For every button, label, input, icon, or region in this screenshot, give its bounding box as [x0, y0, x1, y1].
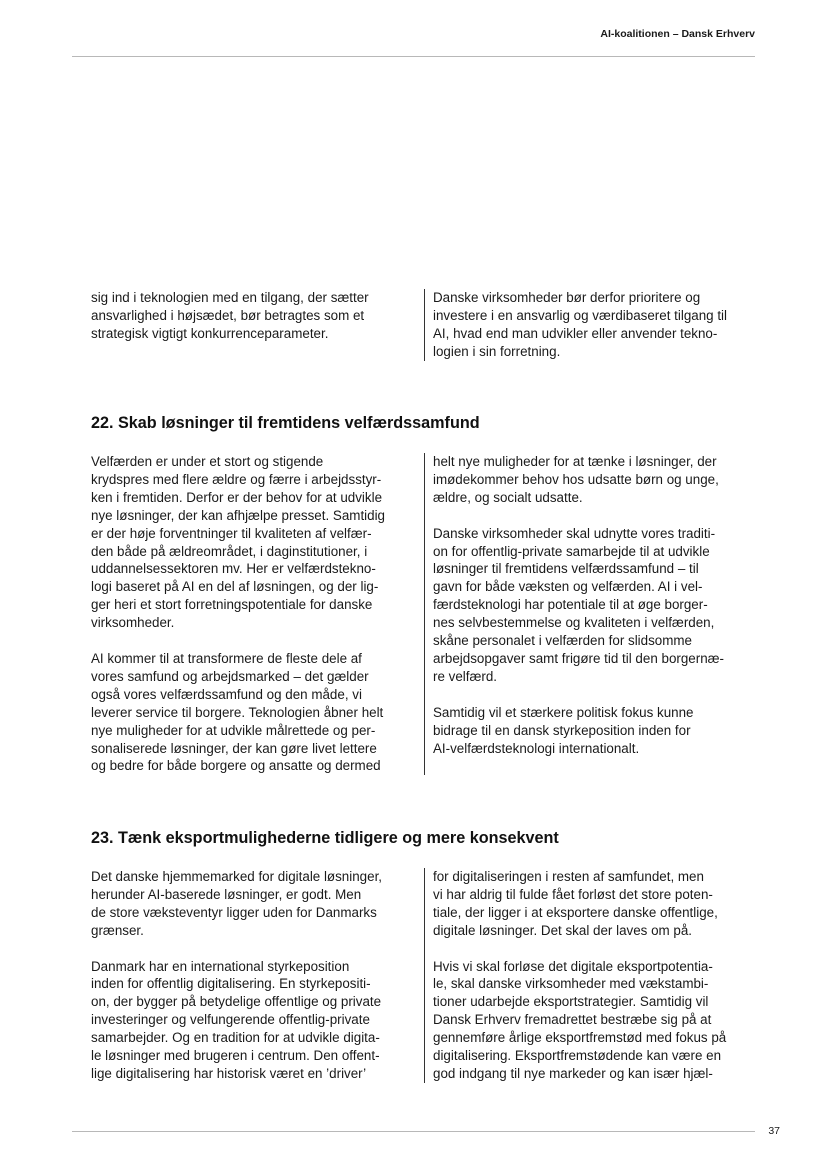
page-number: 37	[768, 1125, 780, 1137]
section-22-columns	[91, 453, 758, 775]
section-23-heading: 23. Tænk eksportmulighederne tidligere og mere konsekvent	[91, 829, 559, 847]
section-23-columns	[91, 868, 758, 1083]
footer-divider	[72, 1131, 755, 1132]
section-22-heading: 22. Skab løsninger til fremtidens velfærdssamfund	[91, 414, 480, 432]
header-divider	[72, 56, 755, 57]
intro-left-column: sig ind i teknologien med en tilgang, der sætter ansvarlighed i højsædet, bør betragtes som et strategisk vigtigt konkurrenceparameter.	[91, 290, 369, 341]
section-22-right-column: helt nye muligheder for at tænke i løsninger, der imødekommer behov hos udsatte børn og unge, ældre, og socialt udsatte. Danske virksomheder skal udnytte vores traditi- on for offentlig-private samarbejde til at udvikle løsninger til fremtidens velfærdssamfund – til gavn for både væksten og velfærden. AI i vel- færdsteknologi har potentiale til at øge borger- nes selvbestemmelse og kvaliteten i velfærden, skåne personalet i velfærden for slidsomme arbejdsopgaver samt frigøre tid til den borgernæ- re velfærd. Samtidig vil et stærkere politisk fokus kunne bidrage til en dansk styrkeposition inden for AI-velfærdsteknologi internationalt.	[424, 453, 755, 775]
section-22-left-column: Velfærden er under et stort og stigende krydspres med flere ældre og færre i arbejdsstyr- ken i fremtiden. Derfor er der behov for at udvikle nye løsninger, der kan afhjælpe presset. Samtidig er der høje forventninger til kvaliteten af velfær- den både på ældreområdet, i daginstitutioner, i uddannelsessektoren mv. Her er velfærdstekno- logi baseret på AI en del af løsningen, og der lig- ger heri et stort forretningspotentiale for danske virksomheder. AI kommer til at transformere de fleste dele af vores samfund og arbejdsmarked – det gælder også vores velfærdssamfund og den måde, vi leverer service til borgere. Teknologien åbner helt nye muligheder for at udvikle målrettede og per- sonaliserede løsninger, der kan gøre livet lettere og bedre for både borgere og ansatte og dermed	[91, 454, 386, 774]
running-header: AI-koalitionen – Dansk Erhverv	[600, 28, 755, 40]
intro-columns	[91, 289, 758, 361]
section-23-left-column: Det danske hjemmemarked for digitale løsninger, herunder AI-baserede løsninger, er godt. Men de store væksteventyr ligger uden for Danmarks grænser. Danmark har en international styrkeposition inden for offentlig digitalisering. En styrkepositi- on, der bygger på betydelige offentlige og private investeringer og velfungerende offentlig-private samarbejder. Og en tradition for at udvikle digita- le løsninger med brugeren i centrum. Den offent- lige digitalisering har historisk været en ’driver’	[91, 869, 383, 1081]
section-23-right-column: for digitaliseringen i resten af samfundet, men vi har aldrig til fulde fået forløst det store poten- tiale, der ligger i at eksportere danske offentlige, digitale løsninger. Det skal der laves om på. Hvis vi skal forløse det digitale eksportpotentia- le, skal danske virksomheder med vækstambi- tioner udarbejde eksportstrategier. Samtidig vil Dansk Erhverv fremadrettet bestræbe sig på at gennemføre årlige eksportfremstød med fokus på digitalisering. Eksportfremstødende kan være en god indgang til nye markeder og kan især hjæl-	[424, 868, 755, 1083]
intro-right-column: Danske virksomheder bør derfor prioritere og investere i en ansvarlig og værdibaseret tilgang til AI, hvad end man udvikler eller anvender tekno- logien i sin forretning.	[424, 289, 755, 361]
